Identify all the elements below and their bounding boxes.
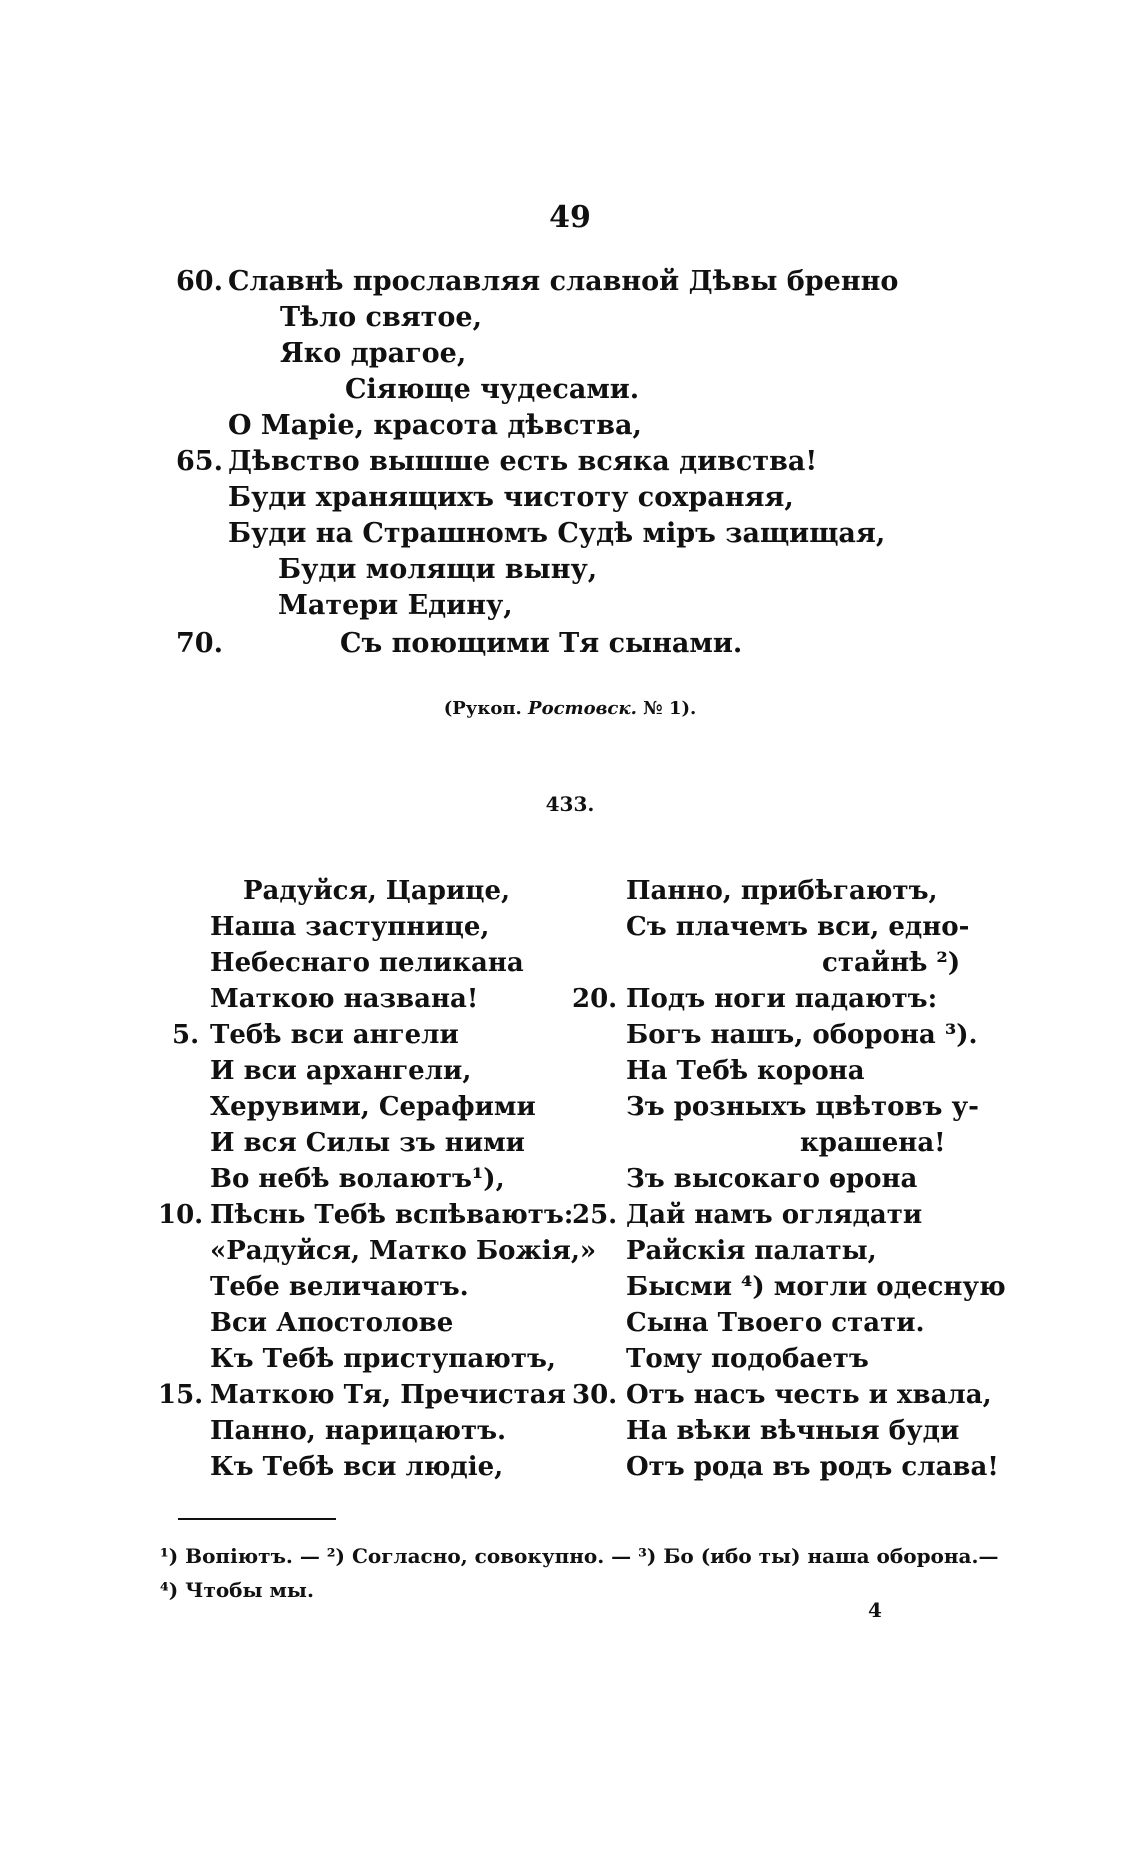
- verse-line: Панно, нарицаютъ.: [210, 1416, 507, 1446]
- verse-line: Маткою названа!: [210, 984, 479, 1014]
- line-number: 20.: [572, 984, 618, 1014]
- verse-line: Къ Тебѣ вси людіе,: [210, 1452, 504, 1482]
- line-number: 30.: [572, 1380, 618, 1410]
- song-number: 433.: [545, 792, 595, 816]
- verse-line: крашена!: [800, 1128, 946, 1158]
- verse-line: Отъ рода въ родъ слава!: [626, 1452, 999, 1482]
- verse-line: Къ Тебѣ приступаютъ,: [210, 1344, 556, 1374]
- verse-line: Дай намъ оглядати: [626, 1200, 923, 1230]
- verse-line: Херувими, Серафими: [210, 1092, 536, 1122]
- verse-line: На вѣки вѣчныя буди: [626, 1416, 960, 1446]
- line-number: 25.: [572, 1200, 618, 1230]
- verse-line: Подъ ноги падаютъ:: [626, 984, 938, 1014]
- verse-line: Тебе величаютъ.: [210, 1272, 469, 1302]
- verse-line: Наша заступнице,: [210, 912, 490, 942]
- verse-line: Съ поющими Тя сынами.: [340, 628, 743, 659]
- source-citation: (Рукоп. Ростовск. № 1).: [443, 698, 697, 719]
- verse-line: Буди хранящихъ чистоту сохраняя,: [228, 482, 794, 513]
- verse-line: Зъ высокаго ѳрона: [626, 1164, 918, 1194]
- verse-line: Вси Апостолове: [210, 1308, 454, 1338]
- verse-line: О Маріе, красота дѣвства,: [228, 410, 642, 441]
- verse-line: Пѣснь Тебѣ вспѣваютъ:: [210, 1200, 574, 1230]
- verse-line: Богъ нашъ, оборона ³).: [626, 1020, 978, 1050]
- line-number: 60.: [176, 266, 223, 297]
- footnote-line: ¹) Вопіютъ. — ²) Согласно, совокупно. — ³) Бо (ибо ты) наша оборона.—: [160, 1544, 999, 1568]
- verse-line: Маткою Тя, Пречистая: [210, 1380, 566, 1410]
- verse-line: Зъ розныхъ цвѣтовъ у-: [626, 1092, 979, 1122]
- line-number: 5.: [172, 1020, 200, 1050]
- verse-line: Тѣло святое,: [280, 302, 482, 333]
- verse-line: Матери Едину,: [278, 590, 513, 621]
- verse-line: Райскія палаты,: [626, 1236, 877, 1266]
- verse-line: Буди молящи выну,: [278, 554, 598, 585]
- verse-line: Съ плачемъ вси, едно-: [626, 912, 970, 942]
- verse-line: Бысми ⁴) могли одесную: [626, 1272, 1006, 1302]
- verse-line: стайнѣ ²): [822, 948, 961, 978]
- verse-line: Сына Твоего стати.: [626, 1308, 925, 1338]
- line-number: 15.: [158, 1380, 204, 1410]
- verse-line: Буди на Страшномъ Судѣ міръ защищая,: [228, 518, 886, 549]
- footnote-divider: [178, 1518, 336, 1520]
- page-number: 49: [549, 200, 591, 235]
- verse-line: На Тебѣ корона: [626, 1056, 865, 1086]
- verse-line: И вся Силы зъ ними: [210, 1128, 525, 1158]
- verse-line: Панно, прибѣгаютъ,: [626, 876, 938, 906]
- verse-line: Сіяюще чудесами.: [345, 374, 640, 405]
- verse-line: Дѣвство вышше есть всяка дивства!: [228, 446, 818, 477]
- verse-line: Радуйся, Царице,: [243, 876, 511, 906]
- signature-mark: 4: [868, 1598, 882, 1622]
- line-number: 70.: [176, 628, 223, 659]
- verse-line: Тому подобаетъ: [626, 1344, 869, 1374]
- verse-line: Во небѣ волаютъ¹),: [210, 1164, 505, 1194]
- verse-line: Тебѣ вси ангели: [210, 1020, 459, 1050]
- verse-line: Отъ насъ честь и хвала,: [626, 1380, 992, 1410]
- verse-line: И вси архангели,: [210, 1056, 472, 1086]
- verse-line: Славнѣ прославляя славной Дѣвы бренно: [228, 266, 899, 297]
- verse-line: Яко драгое,: [280, 338, 467, 369]
- line-number: 65.: [176, 446, 223, 477]
- footnote-line: ⁴) Чтобы мы.: [160, 1578, 314, 1602]
- verse-line: Небеснаго пеликана: [210, 948, 524, 978]
- line-number: 10.: [158, 1200, 204, 1230]
- verse-line: «Радуйся, Матко Божія,»: [210, 1236, 597, 1266]
